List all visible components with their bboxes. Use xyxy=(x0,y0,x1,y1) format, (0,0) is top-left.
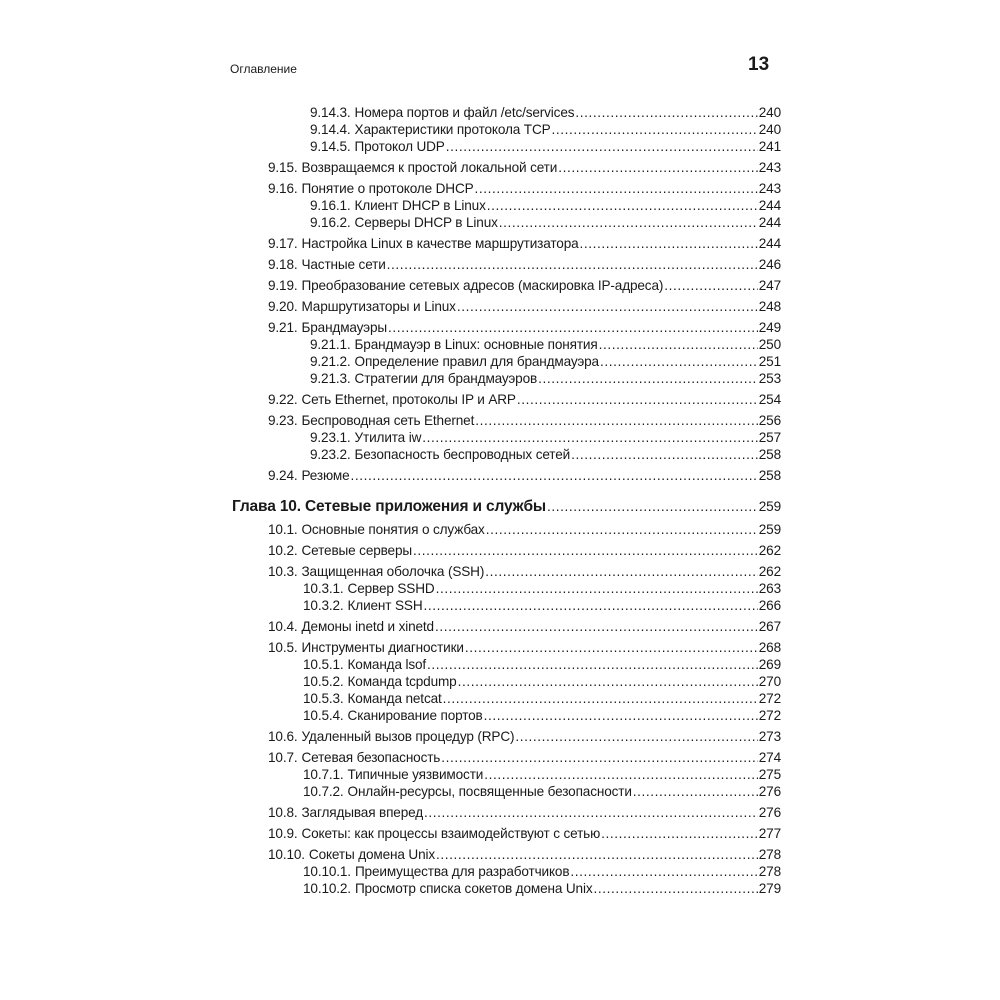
toc-entry-page: 268 xyxy=(758,640,781,655)
toc-entry xyxy=(232,446,781,463)
dot-leader xyxy=(427,656,758,673)
toc-entry-page: 279 xyxy=(758,881,781,896)
toc-entry-page: 250 xyxy=(758,337,781,352)
toc-entry-page: 274 xyxy=(758,750,781,765)
toc-entry-page: 256 xyxy=(758,413,781,428)
toc-entry-number: 9.16.2. xyxy=(310,215,351,230)
dot-leader xyxy=(515,728,757,745)
toc-entry-page: 244 xyxy=(758,215,781,230)
toc-entry-number: 10.2. xyxy=(268,543,298,558)
toc-entry xyxy=(232,597,781,614)
toc-entry-title: Демоны inetd и xinetd xyxy=(301,619,434,634)
toc-entry xyxy=(232,825,781,842)
toc-entry xyxy=(232,197,781,214)
toc-entry-number: 10.9. xyxy=(268,826,298,841)
toc-entry-number: 9.23. xyxy=(268,413,298,428)
toc-entry xyxy=(232,104,781,121)
toc-entry-title: Определение правил для брандмауэра xyxy=(354,354,599,369)
toc-entry xyxy=(232,256,781,273)
dot-leader xyxy=(458,673,758,690)
toc-entry-number: 9.14.5. xyxy=(310,139,351,154)
toc-entry-number: 9.16. xyxy=(268,181,298,196)
dot-leader xyxy=(388,319,758,336)
toc-entry-page: 259 xyxy=(758,499,781,514)
toc-entry-title: Сканирование портов xyxy=(347,708,483,723)
dot-leader xyxy=(387,256,758,273)
toc-entry-title: Сеть Ethernet, протоколы IP и ARP xyxy=(301,392,516,407)
dot-leader xyxy=(351,467,758,484)
toc-entry-page: 244 xyxy=(758,198,781,213)
toc-entry-number: 10.3. xyxy=(268,564,298,579)
toc-entry xyxy=(232,863,781,880)
toc-entry-number: 9.23.2. xyxy=(310,447,351,462)
toc-entry-title: Клиент DHCP в Linux xyxy=(354,198,486,213)
toc-entry xyxy=(232,214,781,231)
toc-entry xyxy=(232,542,781,559)
toc-entry-title: Резюме xyxy=(301,468,350,483)
toc-entry-number: 10.7. xyxy=(268,750,298,765)
toc-entry-title: Преобразование сетевых адресов (маскировка IP-адреса) xyxy=(301,278,664,293)
toc-entry xyxy=(232,319,781,336)
toc-entry-title: Маршрутизаторы и Linux xyxy=(301,299,456,314)
toc-entry-title: Серверы DHCP в Linux xyxy=(354,215,498,230)
toc-entry xyxy=(232,880,781,897)
dot-leader xyxy=(484,707,758,724)
dot-leader xyxy=(413,542,758,559)
toc-entry-number: 9.21. xyxy=(268,320,298,335)
toc-entry-title: Сервер SSHD xyxy=(347,581,435,596)
toc-entry-page: 272 xyxy=(758,691,781,706)
toc-entry xyxy=(232,618,781,635)
dot-leader xyxy=(552,121,758,138)
dot-leader xyxy=(435,618,758,635)
toc-entry xyxy=(232,159,781,176)
toc-entry-number: 9.22. xyxy=(268,392,298,407)
toc-entry-page: 267 xyxy=(758,619,781,634)
dot-leader xyxy=(538,370,758,387)
toc-entry-page: 263 xyxy=(758,581,781,596)
toc-entry xyxy=(232,749,781,766)
toc-entry-number: 10.5.3. xyxy=(303,691,344,706)
toc-entry-title: Сетевая безопасность xyxy=(301,750,441,765)
toc-entry-title: Стратегии для брандмауэров xyxy=(354,371,538,386)
dot-leader xyxy=(485,563,758,580)
toc-entry-page: 243 xyxy=(758,160,781,175)
toc-entry-page: 251 xyxy=(758,354,781,369)
toc-entry-number: 10.3.1. xyxy=(303,581,344,596)
toc-entry xyxy=(232,121,781,138)
toc-entry-number: 9.21.2. xyxy=(310,354,351,369)
toc-entry-page: 262 xyxy=(758,564,781,579)
toc-entry-title: Команда tcpdump xyxy=(347,674,457,689)
toc-entry-page: 276 xyxy=(758,805,781,820)
toc-entry-page: 275 xyxy=(758,767,781,782)
toc-entry xyxy=(232,180,781,197)
toc-entry xyxy=(232,412,781,429)
toc-entry-title: Просмотр списка сокетов домена Unix xyxy=(354,881,593,896)
toc-entry-page: 259 xyxy=(758,522,781,537)
toc-entry-number: 9.18. xyxy=(268,257,298,272)
toc-entry-title: Безопасность беспроводных сетей xyxy=(354,447,571,462)
toc-entry-number: 9.14.4. xyxy=(310,122,351,137)
toc-entry xyxy=(232,235,781,252)
toc-entry-page: 240 xyxy=(758,122,781,137)
dot-leader xyxy=(443,690,758,707)
toc-entry xyxy=(232,277,781,294)
toc-entry-page: 240 xyxy=(758,105,781,120)
dot-leader xyxy=(441,749,758,766)
toc-entry xyxy=(232,298,781,315)
dot-leader xyxy=(547,497,758,517)
toc-entry xyxy=(232,766,781,783)
toc-chapter-entry xyxy=(232,497,781,517)
toc-entry-page: 272 xyxy=(758,708,781,723)
toc-entry-title: Сокеты домена Unix xyxy=(308,847,436,862)
toc-entry-page: 278 xyxy=(758,847,781,862)
dot-leader xyxy=(457,298,758,315)
dot-leader xyxy=(517,391,758,408)
toc-entry xyxy=(232,656,781,673)
dot-leader xyxy=(475,180,758,197)
toc-entry-number: 9.19. xyxy=(268,278,298,293)
toc-entry xyxy=(232,391,781,408)
toc-entry-title: Сетевые приложения и службы xyxy=(304,498,547,515)
toc-entry-number: 9.20. xyxy=(268,299,298,314)
toc-entry-number: 10.6. xyxy=(268,729,298,744)
table-of-contents xyxy=(232,104,781,897)
dot-leader xyxy=(580,235,758,252)
dot-leader xyxy=(424,597,758,614)
toc-entry xyxy=(232,138,781,155)
dot-leader xyxy=(446,138,758,155)
toc-entry-title: Брандмауэр в Linux: основные понятия xyxy=(354,337,598,352)
toc-entry-page: 254 xyxy=(758,392,781,407)
dot-leader xyxy=(599,336,758,353)
dot-leader xyxy=(436,580,758,597)
page-number: 13 xyxy=(748,54,770,75)
dot-leader xyxy=(499,214,758,231)
toc-entry-number: 9.16.1. xyxy=(310,198,351,213)
toc-entry-number: 10.3.2. xyxy=(303,598,344,613)
toc-entry-title: Сетевые серверы xyxy=(301,543,412,558)
toc-entry-title: Протокол UDP xyxy=(354,139,445,154)
toc-entry-page: 258 xyxy=(758,447,781,462)
dot-leader xyxy=(424,804,758,821)
toc-entry-number: 10.7.2. xyxy=(303,784,344,799)
toc-entry-page: 257 xyxy=(758,430,781,445)
toc-entry xyxy=(232,580,781,597)
toc-entry-title: Беспроводная сеть Ethernet xyxy=(301,413,475,428)
dot-leader xyxy=(571,446,758,463)
toc-entry-title: Типичные уязвимости xyxy=(347,767,484,782)
dot-leader xyxy=(558,159,758,176)
toc-entry-number: 10.5.1. xyxy=(303,657,344,672)
toc-entry-title: Удаленный вызов процедур (RPC) xyxy=(301,729,515,744)
toc-entry-title: Сокеты: как процессы взаимодействуют с сетью xyxy=(301,826,601,841)
dot-leader xyxy=(570,863,757,880)
dot-leader xyxy=(486,521,758,538)
toc-entry xyxy=(232,429,781,446)
toc-entry-number: 10.1. xyxy=(268,522,298,537)
toc-entry-page: 246 xyxy=(758,257,781,272)
dot-leader xyxy=(593,880,757,897)
dot-leader xyxy=(601,825,758,842)
running-header: Оглавление xyxy=(230,62,297,76)
toc-entry-number: 10.4. xyxy=(268,619,298,634)
toc-entry xyxy=(232,783,781,800)
dot-leader xyxy=(422,429,758,446)
toc-entry-page: 258 xyxy=(758,468,781,483)
dot-leader xyxy=(633,783,758,800)
toc-entry-number: 10.10.2. xyxy=(303,881,351,896)
toc-entry-number: 9.14.3. xyxy=(310,105,351,120)
toc-entry-title: Заглядывая вперед xyxy=(301,805,424,820)
toc-entry-number: 10.10. xyxy=(268,847,305,862)
toc-entry-title: Инструменты диагностики xyxy=(301,640,464,655)
toc-entry xyxy=(232,690,781,707)
dot-leader xyxy=(484,766,758,783)
toc-entry-title: Частные сети xyxy=(301,257,386,272)
toc-entry xyxy=(232,353,781,370)
toc-entry xyxy=(232,728,781,745)
dot-leader xyxy=(487,197,758,214)
toc-entry-title: Команда netcat xyxy=(347,691,442,706)
toc-entry-title: Брандмауэры xyxy=(301,320,387,335)
toc-entry-number: 9.24. xyxy=(268,468,298,483)
toc-entry-page: 273 xyxy=(758,729,781,744)
toc-entry xyxy=(232,707,781,724)
dot-leader xyxy=(436,846,758,863)
toc-entry-number: 9.23.1. xyxy=(310,430,351,445)
toc-entry-title: Основные понятия о службах xyxy=(301,522,485,537)
toc-entry-page: 276 xyxy=(758,784,781,799)
toc-entry-number: 10.5.2. xyxy=(303,674,344,689)
toc-entry-title: Характеристики протокола TCP xyxy=(354,122,551,137)
toc-entry-title: Понятие о протоколе DHCP xyxy=(301,181,474,196)
toc-entry xyxy=(232,639,781,656)
toc-entry-number: 10.5. xyxy=(268,640,298,655)
toc-entry-title: Преимущества для разработчиков xyxy=(354,864,570,879)
toc-entry-page: 248 xyxy=(758,299,781,314)
dot-leader xyxy=(664,277,758,294)
toc-entry-page: 249 xyxy=(758,320,781,335)
toc-entry xyxy=(232,336,781,353)
toc-entry xyxy=(232,521,781,538)
toc-entry-page: 244 xyxy=(758,236,781,251)
toc-entry-number: Глава 10. xyxy=(232,498,301,515)
toc-entry-number: 9.21.1. xyxy=(310,337,351,352)
toc-entry xyxy=(232,673,781,690)
toc-entry-number: 9.15. xyxy=(268,160,298,175)
toc-entry xyxy=(232,846,781,863)
toc-entry-title: Возвращаемся к простой локальной сети xyxy=(301,160,558,175)
toc-entry-title: Клиент SSH xyxy=(347,598,423,613)
toc-entry-number: 10.10.1. xyxy=(303,864,351,879)
dot-leader xyxy=(475,412,758,429)
dot-leader xyxy=(465,639,758,656)
toc-entry-page: 243 xyxy=(758,181,781,196)
toc-entry-number: 10.8. xyxy=(268,805,298,820)
toc-entry-title: Команда lsof xyxy=(347,657,427,672)
toc-entry-page: 270 xyxy=(758,674,781,689)
toc-entry-title: Защищенная оболочка (SSH) xyxy=(301,564,485,579)
toc-entry xyxy=(232,370,781,387)
toc-entry xyxy=(232,563,781,580)
toc-entry-number: 9.21.3. xyxy=(310,371,351,386)
toc-entry-title: Номера портов и файл /etc/services xyxy=(354,105,575,120)
toc-entry-number: 9.17. xyxy=(268,236,298,251)
toc-entry xyxy=(232,804,781,821)
toc-entry-page: 247 xyxy=(758,278,781,293)
toc-entry-title: Утилита iw xyxy=(354,430,422,445)
toc-entry-page: 262 xyxy=(758,543,781,558)
toc-entry-page: 277 xyxy=(758,826,781,841)
toc-entry-number: 10.7.1. xyxy=(303,767,344,782)
toc-entry-page: 278 xyxy=(758,864,781,879)
toc-entry-number: 10.5.4. xyxy=(303,708,344,723)
toc-entry-title: Онлайн-ресурсы, посвященные безопасности xyxy=(347,784,632,799)
dot-leader xyxy=(575,104,757,121)
toc-entry-page: 241 xyxy=(758,139,781,154)
toc-entry xyxy=(232,467,781,484)
toc-entry-page: 266 xyxy=(758,598,781,613)
toc-entry-page: 269 xyxy=(758,657,781,672)
toc-entry-page: 253 xyxy=(758,371,781,386)
dot-leader xyxy=(600,353,758,370)
toc-entry-title: Настройка Linux в качестве маршрутизатора xyxy=(301,236,579,251)
